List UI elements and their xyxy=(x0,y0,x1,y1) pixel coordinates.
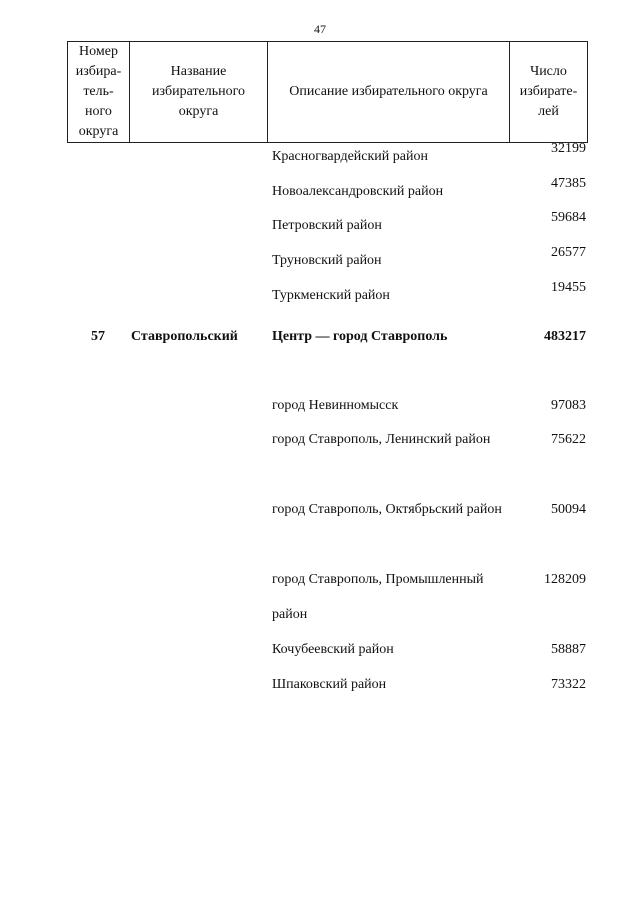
area-description: Красногвардейский район xyxy=(272,149,428,164)
voter-count: 58887 xyxy=(551,642,586,657)
header-name-line: Название xyxy=(170,64,227,79)
voter-count: 73322 xyxy=(551,677,586,692)
header-count-line: лей xyxy=(538,104,559,119)
district-name: Ставропольский xyxy=(131,329,238,344)
header-number-line: Номер xyxy=(79,44,118,59)
voter-count: 26577 xyxy=(551,245,586,260)
voter-count: 32199 xyxy=(551,141,586,156)
header-number xyxy=(68,42,130,143)
header-number-line: избира- xyxy=(75,64,122,79)
header-number-line: округа xyxy=(78,124,119,139)
district-number: 57 xyxy=(91,329,105,344)
area-description: Новоалександровский район xyxy=(272,184,444,199)
area-description: город Невинномысск xyxy=(272,398,399,413)
voter-count: 59684 xyxy=(551,210,586,225)
voter-count: 75622 xyxy=(551,432,586,447)
area-description: Туркменский район xyxy=(272,288,390,303)
voter-count: 50094 xyxy=(551,502,586,517)
area-description: город Ставрополь, Октябрьский район xyxy=(272,502,502,517)
header-count xyxy=(510,42,588,143)
voter-count: 47385 xyxy=(551,176,586,191)
header-name xyxy=(130,42,268,143)
voter-count: 97083 xyxy=(551,398,586,413)
table-header xyxy=(67,41,588,143)
header-number-line: тель- xyxy=(83,84,114,99)
voter-count: 128209 xyxy=(544,572,586,587)
area-description: Кочубеевский район xyxy=(272,642,394,657)
district-center: Центр — город Ставрополь xyxy=(272,329,448,344)
page-number: 47 xyxy=(314,22,326,36)
header-description-line: Описание избирательного округа xyxy=(289,84,488,99)
header-description xyxy=(268,42,510,143)
header-count-line: избирате- xyxy=(519,84,578,99)
area-description: Шпаковский район xyxy=(272,677,387,692)
area-description: Труновский район xyxy=(272,253,382,268)
voter-count: 19455 xyxy=(551,280,586,295)
area-description: город Ставрополь, Промышленный район xyxy=(272,572,484,622)
area-description: Петровский район xyxy=(272,218,382,233)
header-name-line: округа xyxy=(178,104,219,119)
header-number-line: ного xyxy=(85,104,112,119)
header-name-line: избирательного xyxy=(151,84,246,99)
header-count-line: Число xyxy=(530,64,567,79)
area-description: город Ставрополь, Ленинский район xyxy=(272,432,491,447)
district-total: 483217 xyxy=(544,329,586,344)
